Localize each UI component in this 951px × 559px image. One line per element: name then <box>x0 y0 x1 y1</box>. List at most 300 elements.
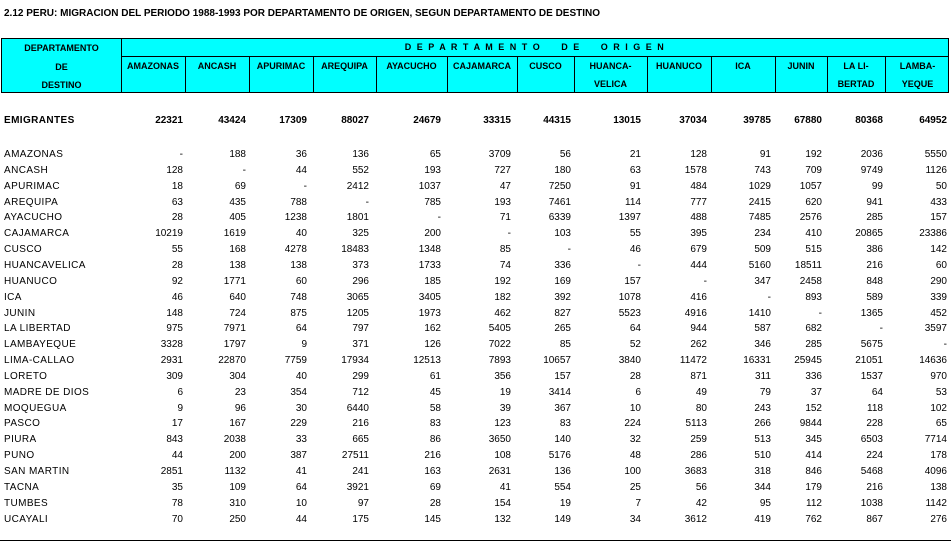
cell-value: 53 <box>935 386 947 398</box>
cell-value: 52 <box>629 339 641 351</box>
cell-value: 7250 <box>548 180 571 192</box>
cell-value: 7759 <box>284 355 307 367</box>
cell-value: 192 <box>805 149 822 160</box>
cell-value: 71 <box>499 212 511 224</box>
cell-value: 109 <box>229 481 246 493</box>
cell-value: 9749 <box>860 164 883 176</box>
cell-value: 7022 <box>488 339 511 351</box>
cell-value: 484 <box>690 180 707 192</box>
table-row <box>0 339 951 353</box>
cell-value: 23 <box>234 386 246 398</box>
row-label: HUANUCO <box>4 275 58 287</box>
cell-value: 941 <box>866 196 883 208</box>
row-label: APURIMAC <box>4 180 60 192</box>
cell-value: - <box>637 259 641 271</box>
cell-value: 392 <box>554 291 571 303</box>
cell-value: 3921 <box>346 481 369 493</box>
cell-value: 34 <box>629 513 641 525</box>
table-row <box>0 371 951 385</box>
cell-value: 724 <box>229 307 246 319</box>
row-label: MADRE DE DIOS <box>4 386 90 398</box>
cell-value: 36 <box>295 149 307 160</box>
cell-value: 83 <box>559 418 571 430</box>
cell-value: 4096 <box>924 466 947 477</box>
cell-value: 356 <box>494 370 511 382</box>
cell-value: 9 <box>177 402 183 414</box>
cell-value: 1348 <box>418 244 441 256</box>
cell-value: 827 <box>554 307 571 319</box>
cell-value: 444 <box>690 259 707 271</box>
cell-value: 50 <box>935 180 947 192</box>
cell-value: 1057 <box>799 180 822 192</box>
cell-value: 24679 <box>413 115 441 126</box>
cell-value: 762 <box>805 513 822 525</box>
cell-value: 64 <box>629 323 641 335</box>
cell-value: 33315 <box>483 115 511 126</box>
destino-header-line-2: DE <box>55 62 68 72</box>
cell-value: 149 <box>554 513 571 525</box>
cell-value: 157 <box>554 370 571 382</box>
cell-value: 64 <box>871 386 883 398</box>
row-label: LIMA-CALLAO <box>4 355 75 367</box>
table-row <box>0 514 951 528</box>
cell-value: 30 <box>295 402 307 414</box>
table-row <box>0 260 951 274</box>
cell-value: 200 <box>424 228 441 240</box>
cell-value: 157 <box>624 275 641 287</box>
cell-value: 848 <box>866 275 883 287</box>
cell-value: 344 <box>754 481 771 493</box>
cell-value: 325 <box>352 228 369 240</box>
cell-value: 1537 <box>860 370 883 382</box>
cell-value: 386 <box>866 244 883 256</box>
row-label: LA LIBERTAD <box>4 323 71 335</box>
row-label: PUNO <box>4 450 35 462</box>
cell-value: 310 <box>229 497 246 509</box>
cell-value: 234 <box>754 228 771 240</box>
cell-value: 18511 <box>794 259 822 271</box>
cell-value: 48 <box>629 450 641 462</box>
cell-value: 510 <box>754 450 771 462</box>
cell-value: 22321 <box>155 115 183 126</box>
cell-value: 285 <box>805 339 822 351</box>
cell-value: 6 <box>635 386 641 398</box>
cell-value: 10657 <box>543 355 571 367</box>
cell-value: 25945 <box>794 355 822 367</box>
cell-value: 5468 <box>860 466 883 477</box>
cell-value: 1126 <box>925 164 947 176</box>
column-header: LA LI- <box>843 61 869 71</box>
column-header: HUANUCO <box>656 61 702 71</box>
cell-value: 65 <box>935 418 947 430</box>
cell-value: 1238 <box>284 212 307 224</box>
column-header: AMAZONAS <box>127 61 179 71</box>
cell-value: 2851 <box>160 466 183 477</box>
cell-value: 21 <box>629 149 641 160</box>
cell-value: 7714 <box>924 434 947 446</box>
cell-value: 17 <box>171 418 183 430</box>
cell-value: 27511 <box>341 450 369 462</box>
cell-value: 7893 <box>488 355 511 367</box>
cell-value: 180 <box>554 164 571 176</box>
cell-value: 1619 <box>223 228 246 240</box>
cell-value: 46 <box>629 244 641 256</box>
cell-value: 216 <box>866 481 883 493</box>
cell-value: 65 <box>429 149 441 160</box>
cell-value: 185 <box>424 275 441 287</box>
cell-value: 1205 <box>346 307 369 319</box>
cell-value: 3709 <box>488 149 511 160</box>
cell-value: 488 <box>690 212 707 224</box>
cell-value: 138 <box>290 259 307 271</box>
cell-value: 682 <box>805 323 822 335</box>
bottom-rule <box>0 540 951 541</box>
cell-value: - <box>567 244 571 256</box>
row-label: SAN MARTIN <box>4 466 70 477</box>
cell-value: 2415 <box>748 196 771 208</box>
cell-value: 867 <box>866 513 883 525</box>
cell-value: 88027 <box>341 115 369 126</box>
cell-value: 19 <box>499 386 511 398</box>
cell-value: 6503 <box>860 434 883 446</box>
cell-value: 61 <box>429 370 441 382</box>
cell-value: 91 <box>759 149 771 160</box>
row-label: TUMBES <box>4 497 49 509</box>
table-row <box>0 498 951 512</box>
column-header: APURIMAC <box>256 61 306 71</box>
cell-value: 20865 <box>855 228 883 240</box>
cell-value: 108 <box>494 450 511 462</box>
cell-value: 354 <box>290 386 307 398</box>
row-label: JUNIN <box>4 307 36 319</box>
destino-header-line-3: DESTINO <box>41 80 82 90</box>
cell-value: 2412 <box>346 180 369 192</box>
cell-value: 13015 <box>613 115 641 126</box>
cell-value: 265 <box>554 323 571 335</box>
cell-value: 304 <box>229 370 246 382</box>
cell-value: 69 <box>429 481 441 493</box>
cell-value: 7 <box>635 497 641 509</box>
table-row <box>0 149 951 163</box>
cell-value: 640 <box>229 291 246 303</box>
cell-value: 554 <box>554 481 571 493</box>
cell-value: 100 <box>624 466 641 477</box>
cell-value: 339 <box>930 291 947 303</box>
cell-value: 299 <box>352 370 369 382</box>
cell-value: 3328 <box>160 339 183 351</box>
cell-value: 1078 <box>618 291 641 303</box>
cell-value: 346 <box>754 339 771 351</box>
cell-value: 58 <box>429 402 441 414</box>
cell-value: 162 <box>424 323 441 335</box>
cell-value: 60 <box>295 275 307 287</box>
cell-value: 345 <box>805 434 822 446</box>
cell-value: 128 <box>690 149 707 160</box>
cell-value: 74 <box>499 259 511 271</box>
cell-value: 55 <box>171 244 183 256</box>
table-row <box>0 466 951 480</box>
cell-value: 154 <box>494 497 511 509</box>
column-header: HUANCA- <box>589 61 632 71</box>
cell-value: 64 <box>295 481 307 493</box>
cell-value: 216 <box>866 259 883 271</box>
cell-value: 91 <box>629 180 641 192</box>
cell-value: 1397 <box>618 212 641 224</box>
cell-value: 44315 <box>543 115 571 126</box>
cell-value: 229 <box>290 418 307 430</box>
cell-value: 679 <box>690 244 707 256</box>
cell-value: 1578 <box>684 164 707 176</box>
cell-value: 102 <box>930 402 947 414</box>
cell-value: 138 <box>229 259 246 271</box>
cell-value: 39785 <box>743 115 771 126</box>
column-header: LAMBA- <box>899 61 936 71</box>
row-label: AREQUIPA <box>4 196 59 208</box>
column-header: ICA <box>735 61 751 71</box>
cell-value: 193 <box>494 196 511 208</box>
cell-value: 41 <box>499 481 511 493</box>
cell-value: 2038 <box>223 434 246 446</box>
cell-value: 132 <box>494 513 511 525</box>
cell-value: - <box>365 196 369 208</box>
table-row <box>0 244 951 258</box>
cell-value: 157 <box>930 212 947 224</box>
cell-value: 92 <box>171 275 183 287</box>
cell-value: 395 <box>690 228 707 240</box>
cell-value: 970 <box>930 370 947 382</box>
cell-value: 85 <box>559 339 571 351</box>
cell-value: 290 <box>930 275 947 287</box>
row-label: PIURA <box>4 434 37 446</box>
cell-value: 414 <box>805 450 822 462</box>
cell-value: 97 <box>357 497 369 509</box>
cell-value: 80368 <box>855 115 883 126</box>
cell-value: 193 <box>424 164 441 176</box>
cell-value: 416 <box>690 291 707 303</box>
row-label: ICA <box>4 291 22 303</box>
cell-value: 44 <box>171 450 183 462</box>
table-row <box>0 323 951 337</box>
cell-value: - <box>507 228 511 240</box>
cell-value: 1771 <box>223 275 246 287</box>
cell-value: 140 <box>554 434 571 446</box>
cell-value: 513 <box>754 434 771 446</box>
cell-value: 875 <box>290 307 307 319</box>
cell-value: 727 <box>494 164 511 176</box>
cell-value: 42 <box>695 497 707 509</box>
cell-value: 40 <box>295 228 307 240</box>
row-label: AMAZONAS <box>4 149 64 160</box>
column-header: ANCASH <box>197 61 237 71</box>
cell-value: 14636 <box>919 355 947 367</box>
cell-value: - <box>242 164 246 176</box>
column-header: AREQUIPA <box>321 61 368 71</box>
cell-value: 85 <box>499 244 511 256</box>
cell-value: 266 <box>754 418 771 430</box>
table-row <box>0 418 951 432</box>
cell-value: 387 <box>290 450 307 462</box>
cell-value: 169 <box>554 275 571 287</box>
cell-value: 777 <box>690 196 707 208</box>
cell-value: 99 <box>871 180 883 192</box>
row-label: UCAYALI <box>4 513 49 525</box>
cell-value: 224 <box>866 450 883 462</box>
cell-value: 1733 <box>418 259 441 271</box>
cell-value: 3414 <box>548 386 571 398</box>
cell-value: 259 <box>690 434 707 446</box>
cell-value: 3597 <box>924 323 947 335</box>
cell-value: 285 <box>866 212 883 224</box>
cell-value: 17309 <box>279 115 307 126</box>
cell-value: 86 <box>429 434 441 446</box>
cell-value: 18 <box>171 180 183 192</box>
cell-value: 6440 <box>346 402 369 414</box>
emigrantes-label: EMIGRANTES <box>4 115 75 126</box>
cell-value: 28 <box>171 212 183 224</box>
cell-value: 1365 <box>860 307 883 319</box>
cell-value: 893 <box>805 291 822 303</box>
cell-value: - <box>179 149 183 160</box>
cell-value: 136 <box>352 149 369 160</box>
cell-value: 712 <box>352 386 369 398</box>
cell-value: 37034 <box>679 115 707 126</box>
cell-value: 192 <box>494 275 511 287</box>
column-header: CAJAMARCA <box>453 61 511 71</box>
table-title: 2.12 PERU: MIGRACION DEL PERIODO 1988-1993 POR DEPARTAMENTO DE ORIGEN, SEGUN DEPARTAMENTO DE DESTINO <box>4 8 601 19</box>
cell-value: 56 <box>695 481 707 493</box>
cell-value: 95 <box>759 497 771 509</box>
cell-value: 18483 <box>341 244 369 256</box>
cell-value: 69 <box>234 180 246 192</box>
cell-value: 1029 <box>748 180 771 192</box>
cell-value: 70 <box>171 513 183 525</box>
cell-value: 11472 <box>679 355 707 367</box>
cell-value: 367 <box>554 402 571 414</box>
cell-value: 64 <box>295 323 307 335</box>
cell-value: 16331 <box>743 355 771 367</box>
cell-value: 7461 <box>548 196 571 208</box>
column-header: AYACUCHO <box>386 61 437 71</box>
cell-value: 148 <box>166 307 183 319</box>
cell-value: 28 <box>171 259 183 271</box>
table-row <box>0 212 951 226</box>
cell-value: 5113 <box>685 418 707 430</box>
cell-value: 47 <box>499 180 511 192</box>
cell-value: 126 <box>424 339 441 351</box>
cell-value: 168 <box>229 244 246 256</box>
cell-value: 80 <box>695 402 707 414</box>
cell-value: 9 <box>301 339 307 351</box>
cell-value: 224 <box>624 418 641 430</box>
cell-value: 40 <box>295 370 307 382</box>
cell-value: 83 <box>429 418 441 430</box>
cell-value: 67880 <box>794 115 822 126</box>
cell-value: 435 <box>229 196 246 208</box>
cell-value: 296 <box>352 275 369 287</box>
cell-value: 5550 <box>924 149 947 160</box>
table-row <box>0 355 951 369</box>
cell-value: 2631 <box>488 466 511 477</box>
cell-value: 63 <box>629 164 641 176</box>
cell-value: 118 <box>867 402 883 414</box>
destino-header-line-1: DEPARTAMENTO <box>24 43 99 53</box>
cell-value: 3650 <box>488 434 511 446</box>
row-label: ANCASH <box>4 164 49 176</box>
cell-value: 10 <box>629 402 641 414</box>
cell-value: 178 <box>930 450 947 462</box>
cell-value: 846 <box>805 466 822 477</box>
cell-value: 56 <box>559 149 571 160</box>
cell-value: 28 <box>629 370 641 382</box>
column-header: JUNIN <box>787 61 815 71</box>
cell-value: 336 <box>805 370 822 382</box>
cell-value: 311 <box>755 370 771 382</box>
table-row <box>0 292 951 306</box>
cell-value: 7971 <box>223 323 246 335</box>
cell-value: 785 <box>424 196 441 208</box>
cell-value: - <box>943 339 947 351</box>
cell-value: 2458 <box>799 275 822 287</box>
cell-value: 188 <box>229 149 246 160</box>
cell-value: 462 <box>494 307 511 319</box>
cell-value: 3405 <box>418 291 441 303</box>
cell-value: 788 <box>290 196 307 208</box>
cell-value: 241 <box>352 466 369 477</box>
cell-value: 39 <box>499 402 511 414</box>
row-label: CAJAMARCA <box>4 228 70 240</box>
cell-value: 128 <box>166 164 183 176</box>
cell-value: 433 <box>930 196 947 208</box>
cell-value: 43424 <box>218 115 246 126</box>
table-row <box>0 165 951 179</box>
cell-value: 1801 <box>346 212 369 224</box>
cell-value: 9844 <box>799 418 822 430</box>
table-row <box>0 403 951 417</box>
cell-value: 5405 <box>488 323 511 335</box>
cell-value: 405 <box>229 212 246 224</box>
cell-value: 709 <box>805 164 822 176</box>
column-header: YEQUE <box>901 79 934 89</box>
cell-value: 25 <box>629 481 641 493</box>
cell-value: 2036 <box>860 149 883 160</box>
row-label: LAMBAYEQUE <box>4 339 77 351</box>
cell-value: 843 <box>166 434 183 446</box>
column-header: VELICA <box>593 79 627 89</box>
cell-value: 32 <box>629 434 641 446</box>
cell-value: 179 <box>805 481 822 493</box>
table-row <box>0 434 951 448</box>
cell-value: 6339 <box>548 212 571 224</box>
cell-value: 28 <box>429 497 441 509</box>
table-row <box>0 228 951 242</box>
cell-value: 10219 <box>155 228 183 240</box>
row-label: HUANCAVELICA <box>4 259 86 271</box>
cell-value: 37 <box>810 386 822 398</box>
cell-value: 200 <box>229 450 246 462</box>
cell-value: 216 <box>352 418 369 430</box>
table-row <box>0 308 951 322</box>
cell-value: 216 <box>424 450 441 462</box>
cell-value: 103 <box>554 228 571 240</box>
cell-value: 123 <box>494 418 511 430</box>
cell-value: 797 <box>352 323 369 335</box>
cell-value: 243 <box>754 402 771 414</box>
cell-value: 152 <box>805 402 822 414</box>
cell-value: 35 <box>171 481 183 493</box>
cell-value: 33 <box>295 434 307 446</box>
cell-value: 309 <box>166 370 183 382</box>
cell-value: - <box>879 323 883 335</box>
